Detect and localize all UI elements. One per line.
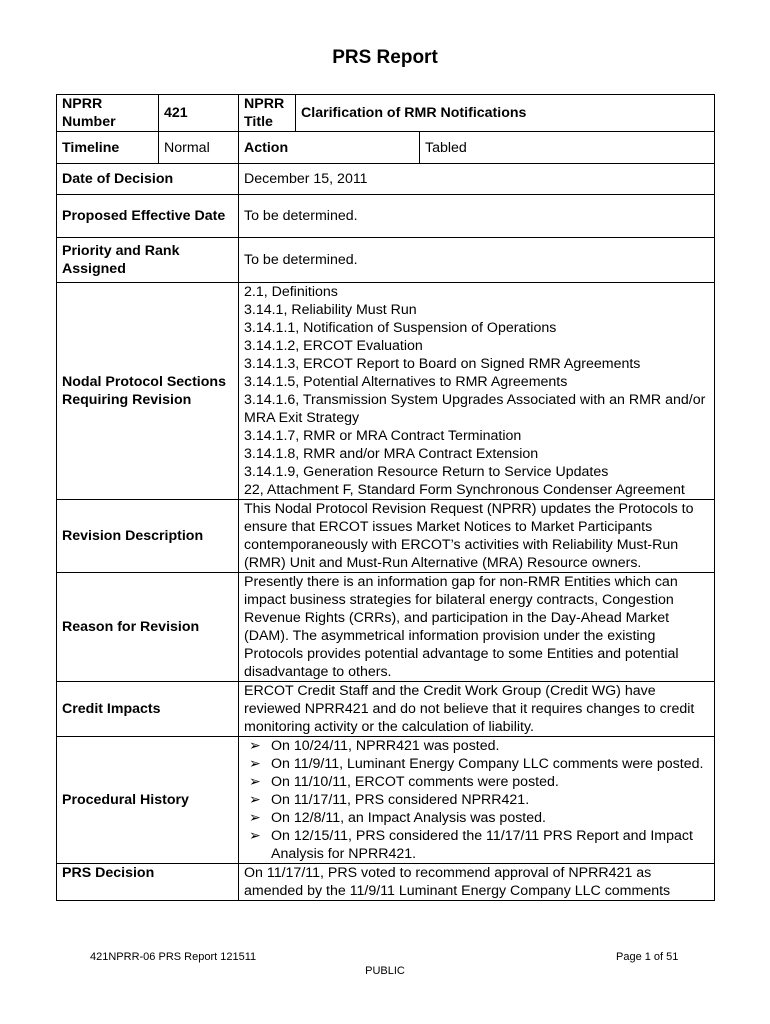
arrow-bullet-icon: ➢ (249, 774, 261, 790)
row-revision-description (57, 500, 715, 573)
arrow-bullet-icon: ➢ (249, 738, 261, 754)
row-procedural-history (57, 737, 715, 864)
list-item: ➢ On 12/8/11, an Impact Analysis was posted. (249, 810, 546, 826)
list-item: ➢ On 11/9/11, Luminant Energy Company LLC comments were posted. (249, 756, 704, 772)
list-item: ➢ On 11/10/11, ERCOT comments were posted. (249, 774, 559, 790)
section-item: 3.14.1.2, ERCOT Evaluation (244, 338, 423, 354)
page-title: PRS Report (332, 47, 438, 68)
arrow-bullet-icon: ➢ (249, 792, 261, 808)
action-label: Action (239, 132, 420, 164)
procedural-history-list (244, 737, 709, 863)
procedural-history-label: Procedural History (57, 737, 239, 864)
priority-rank-value: To be determined. (239, 238, 715, 283)
section-item: 3.14.1.7, RMR or MRA Contract Termination (244, 428, 522, 444)
footer-doc-id: 421NPRR-06 PRS Report 121511 (90, 951, 257, 963)
nprr-title-label: NPRR Title (239, 95, 296, 132)
row-effective-date (57, 195, 715, 238)
credit-impacts-label: Credit Impacts (57, 682, 239, 737)
arrow-bullet-icon: ➢ (249, 810, 261, 826)
row-reason (57, 573, 715, 682)
prs-decision-label: PRS Decision (57, 864, 239, 901)
effective-date-value: To be determined. (239, 195, 715, 238)
procedural-history-value (239, 737, 715, 864)
action-value: Tabled (420, 132, 715, 164)
revision-description-label: Revision Description (57, 500, 239, 573)
row-date-of-decision (57, 164, 715, 195)
reason-label: Reason for Revision (57, 573, 239, 682)
row-sections (57, 283, 715, 500)
section-item: 2.1, Definitions (244, 284, 338, 300)
section-item: 3.14.1.6, Transmission System Upgrades Associated with an RMR and/or MRA Exit Strategy (244, 392, 706, 426)
list-item: ➢ On 11/17/11, PRS considered NPRR421. (249, 792, 530, 808)
timeline-value: Normal (159, 132, 239, 164)
credit-impacts-value: ERCOT Credit Staff and the Credit Work Group (Credit WG) have reviewed NPRR421 and do not believe that it requires changes to credit monitoring activity or the calculation of liability. (239, 682, 715, 737)
revision-description-value: This Nodal Protocol Revision Request (NPRR) updates the Protocols to ensure that ERCOT issues Market Notices to Market Participants contemporaneously with ERCOT’s activities with Reliability Must-Run (RMR) Unit and Must-Run Alternative (MRA) Resource owners. (239, 500, 715, 573)
timeline-label: Timeline (57, 132, 159, 164)
section-item: 3.14.1.3, ERCOT Report to Board on Signed RMR Agreements (244, 356, 641, 372)
arrow-bullet-icon: ➢ (249, 828, 261, 844)
section-item: 3.14.1.1, Notification of Suspension of Operations (244, 320, 557, 336)
effective-date-label: Proposed Effective Date (57, 195, 239, 238)
row-prs-decision (57, 864, 715, 901)
date-of-decision-value: December 15, 2011 (239, 164, 715, 195)
nprr-number-value: 421 (159, 95, 239, 132)
list-item: ➢ On 12/15/11, PRS considered the 11/17/11 PRS Report and Impact Analysis for NPRR421. (249, 828, 693, 862)
section-item: 3.14.1.5, Potential Alternatives to RMR Agreements (244, 374, 568, 390)
nprr-title-value: Clarification of RMR Notifications (296, 95, 715, 132)
row-credit-impacts (57, 682, 715, 737)
section-item: 22, Attachment F, Standard Form Synchronous Condenser Agreement (244, 482, 685, 498)
list-item: ➢ On 10/24/11, NPRR421 was posted. (249, 738, 500, 754)
reason-value: Presently there is an information gap for non-RMR Entities which can impact business strategies for bilateral energy contracts, Congestion Revenue Rights (CRRs), and participation in the Day-Ahead Market (DAM). The asymmetrical information provision under the existing Protocols provides potential advantage to some Entities and potential disadvantage to others. (239, 573, 715, 682)
section-item: 3.14.1.9, Generation Resource Return to Service Updates (244, 464, 609, 480)
date-of-decision-label: Date of Decision (57, 164, 239, 195)
priority-rank-label: Priority and Rank Assigned (57, 238, 239, 283)
sections-value (239, 283, 715, 500)
row-priority-rank (57, 238, 715, 283)
footer-classification: PUBLIC (365, 965, 405, 977)
arrow-bullet-icon: ➢ (249, 756, 261, 772)
sections-label: Nodal Protocol Sections Requiring Revision (57, 283, 239, 500)
prs-decision-value: On 11/17/11, PRS voted to recommend approval of NPRR421 as amended by the 11/9/11 Luminant Energy Company LLC comments (239, 864, 715, 901)
report-table (56, 94, 715, 901)
row-nprr (57, 95, 715, 132)
section-item: 3.14.1.8, RMR and/or MRA Contract Extension (244, 446, 539, 462)
section-item: 3.14.1, Reliability Must Run (244, 302, 417, 318)
nprr-number-label: NPRR Number (57, 95, 159, 132)
footer-page-number: Page 1 of 51 (616, 951, 679, 963)
row-timeline (57, 132, 715, 164)
